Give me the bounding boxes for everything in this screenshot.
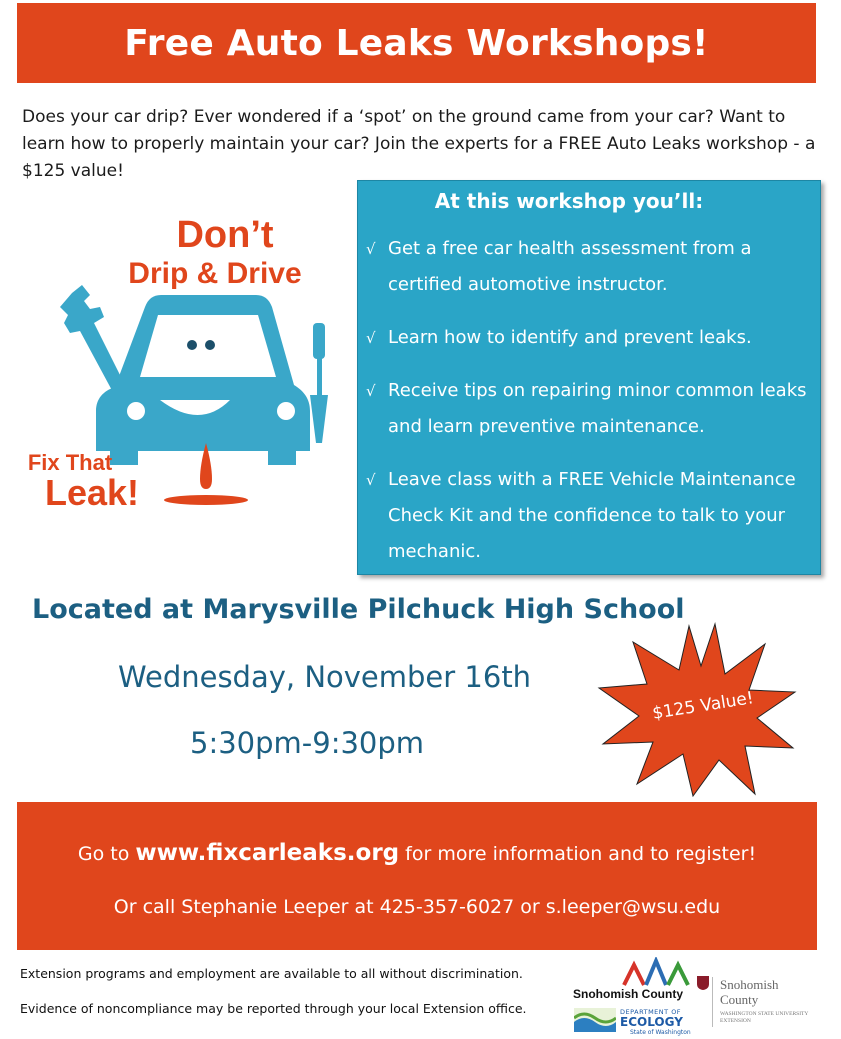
intro-paragraph: Does your car drip? Ever wondered if a ‘spot’ on the ground came from your car? Want to learn how to properly maintain your car? Join the experts for a FREE Auto Leaks workshop - a $125 value!: [22, 107, 816, 181]
workshop-benefits-box: [357, 180, 821, 575]
wsu-county-line1: Snohomish: [720, 977, 779, 992]
benefit-text: Leave class with a FREE Vehicle Maintenance Check Kit and the confidence to talk to your mechanic.: [388, 469, 796, 562]
benefits-list: [366, 231, 810, 587]
cta-suffix: for more information and to register!: [399, 843, 757, 865]
event-location: Located at Marysville Pilchuck High School: [32, 594, 685, 625]
logo-line-drip: Drip & Drive: [128, 257, 302, 290]
benefit-item: [366, 231, 810, 303]
event-time: 5:30pm-9:30pm: [190, 726, 425, 760]
wsu-shield-icon: [696, 975, 710, 991]
noncompliance-note: Evidence of noncompliance may be reported through your local Extension office.: [20, 1001, 527, 1016]
checkmark-icon: √: [366, 382, 376, 400]
partner-logos: [570, 955, 830, 1037]
logo-line-leak: Leak!: [44, 472, 140, 513]
ecology-dept-label: DEPARTMENT OF: [620, 1008, 682, 1016]
ecology-name-label: ECOLOGY: [620, 1015, 683, 1029]
checkmark-icon: √: [366, 240, 376, 258]
event-date: Wednesday, November 16th: [118, 660, 532, 694]
benefit-text: Learn how to identify and prevent leaks.: [388, 327, 752, 348]
cta-website-line: [17, 840, 817, 866]
benefit-text: Get a free car health assessment from a certified automotive instructor.: [388, 238, 752, 295]
car-icon: [96, 295, 310, 465]
logo-line-fix: Fix That: [27, 450, 113, 475]
wsu-extension-label: [720, 1011, 808, 1025]
logo-line-dont: Don’t: [176, 214, 274, 256]
snohomish-county-label: Snohomish County: [573, 987, 683, 1001]
checkmark-icon: √: [366, 329, 376, 347]
call-to-action-banner: [17, 802, 817, 950]
ecology-logo-icon: [574, 1008, 616, 1032]
value-badge: [597, 622, 797, 797]
benefit-text: Receive tips on repairing minor common leaks and learn preventive maintenance.: [388, 380, 807, 437]
car-mascot-illustration: [10, 205, 355, 525]
logo-divider: [712, 977, 713, 1027]
badge-text: $125 Value!: [650, 688, 756, 724]
benefit-item: [366, 462, 810, 570]
benefit-item: [366, 373, 810, 445]
wsu-small-line2: EXTENSION: [720, 1018, 751, 1024]
website-link[interactable]: www.fixcarleaks.org: [135, 840, 400, 866]
title-banner: [17, 3, 816, 83]
nondiscrimination-note: Extension programs and employment are available to all without discrimination.: [20, 966, 523, 981]
wsu-county-line2: County: [720, 992, 759, 1007]
benefit-item: [366, 320, 810, 356]
page-title: Free Auto Leaks Workshops!: [124, 22, 709, 64]
wsu-small-line1: WASHINGTON STATE UNIVERSITY: [720, 1011, 809, 1017]
checkmark-icon: √: [366, 471, 376, 489]
cta-prefix: Go to: [77, 843, 136, 865]
snohomish-county-logo-icon: [622, 957, 690, 987]
ecology-state-label: State of Washington: [630, 1029, 691, 1036]
cta-contact-line: Or call Stephanie Leeper at 425-357-6027 or s.leeper@wsu.edu: [113, 896, 721, 918]
benefits-heading: At this workshop you’ll:: [434, 189, 704, 213]
oil-drip-icon: [164, 443, 248, 505]
screwdriver-icon: [310, 323, 328, 443]
wsu-county-label: [720, 977, 779, 1007]
dont-drip-logo: [10, 205, 355, 525]
